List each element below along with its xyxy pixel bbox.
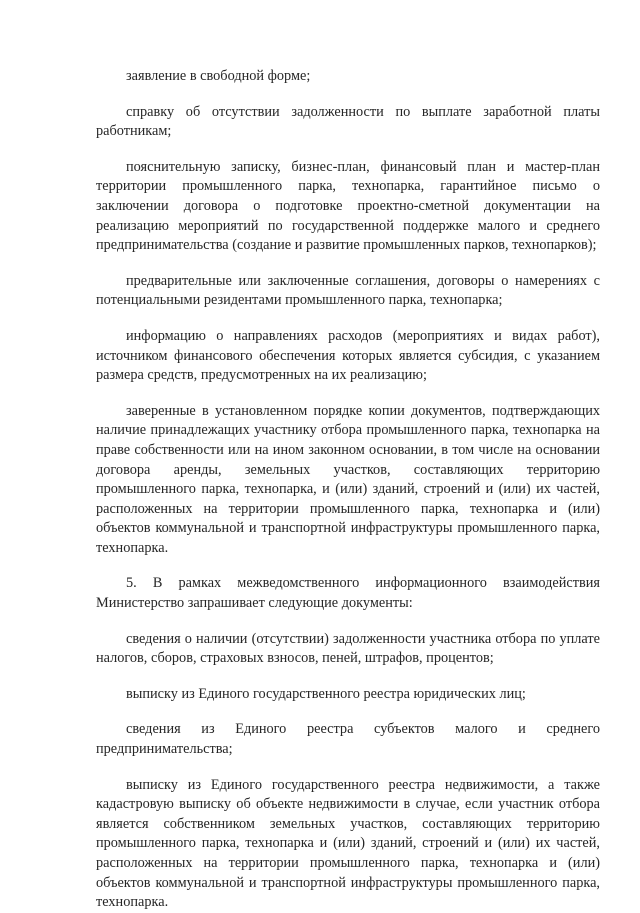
paragraph-expense-info: информацию о направлениях расходов (мероприятиях и видах работ), источником финансового обеспечения которых является субсидия, с указанием размера средств, предусмотренных на их реализацию; — [96, 327, 600, 384]
paragraph-real-estate-extract: выписку из Единого государственного реестра недвижимости, а также кадастровую выписку об объекте недвижимости в случае, если участник отбора является собственником земельных участков, составляющих территорию промышленного парка, технопарка и (или) зданий, строений и (или) их частей, расположенных на территории промышленного парка, технопарка и (или) объектов коммунальной и транспортной инфраструктуры промышленного парка, технопарка. — [96, 776, 600, 911]
paragraph-sme-registry: сведения из Единого реестра субъектов малого и среднего предпринимательства; — [96, 721, 600, 758]
paragraph-legal-entities-extract: выписку из Единого государственного реестра юридических лиц; — [126, 685, 526, 702]
paragraph-tax-debt-info: сведения о наличии (отсутствии) задолженности участника отбора по уплате налогов, сборов, страховых взносов, пеней, штрафов, процентов; — [96, 630, 600, 667]
paragraph-application: заявление в свободной форме; — [126, 68, 311, 84]
paragraph-explanatory-note: пояснительную записку, бизнес-план, финансовый план и мастер-план территории промышленного парка, технопарка, гарантийное письмо о заключении договора о подготовке проектно-сметной документации на реализацию мероприятий по государственной поддержке малого и среднего предпринимательства (создание и развитие промышленных парков, технопарков); — [96, 158, 600, 254]
paragraph-salary-debt-certificate: справку об отсутствии задолженности по выплате заработной платы работникам; — [96, 103, 600, 140]
paragraph-agreements: предварительные или заключенные соглашения, договоры о намерениях с потенциальными резидентами промышленного парка, технопарка; — [96, 272, 600, 309]
paragraph-certified-copies: заверенные в установленном порядке копии документов, подтверждающих наличие принадлежащих участнику отбора промышленного парка, технопарка на праве собственности или на ином законном основании, в том числе на основании договора аренды, земельных участков, составляющих территорию промышленного парка, технопарка, и (или) зданий, строений и (или) их частей, расположенных на территории промышленного парка, технопарка и (или) объектов коммунальной и транспортной инфраструктуры промышленного парка, технопарка. — [96, 402, 600, 556]
paragraph-section-5: 5. В рамках межведомственного информационного взаимодействия Министерство запрашивает следующие документы: — [96, 575, 600, 612]
